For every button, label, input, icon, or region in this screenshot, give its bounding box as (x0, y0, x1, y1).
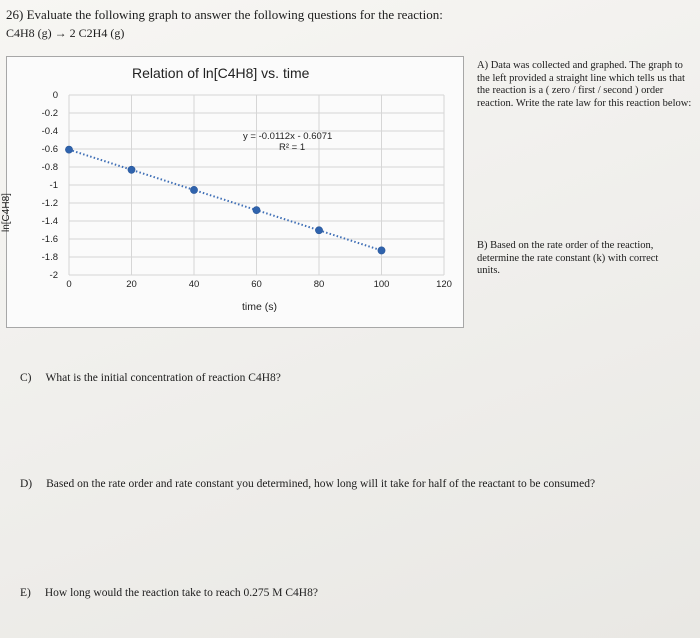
chart-data-point (253, 207, 260, 214)
question-header: 26) Evaluate the following graph to answer the following questions for the reaction: (6, 7, 443, 22)
chart-x-tick-label: 40 (188, 279, 200, 290)
product: 2 C2H4 (69, 26, 108, 40)
chart-x-tick-label: 120 (436, 279, 452, 290)
chart-title: Relation of ln[C4H8] vs. time (132, 65, 310, 81)
chart-x-tick-label: 80 (313, 279, 325, 290)
question-b: B) Based on the rate order of the reaction, determine the rate constant (k) with correct units. (477, 240, 659, 277)
chart-data-point (190, 186, 197, 193)
chart-data-point (128, 166, 135, 173)
chart-x-tick-label: 100 (373, 279, 390, 290)
chart-y-tick-label: -2 (49, 270, 58, 281)
chart-x-tick-label: 20 (126, 279, 137, 290)
chart-container (1, 56, 464, 328)
question-d-letter: D) (20, 478, 33, 490)
question-c (20, 372, 281, 384)
reactant: C4H8 (6, 26, 35, 40)
product-state: (g) (110, 26, 125, 40)
chart-y-tick-label: -1.8 (41, 252, 58, 263)
reaction-equation (6, 26, 124, 41)
chart-data-point (315, 227, 322, 234)
chart-y-tick-label: -1.2 (41, 198, 58, 209)
chart-y-tick-label: -1.4 (41, 216, 58, 227)
question-d-text: Based on the rate order and rate constant you determined, how long will it take for half of the reactant to be consumed? (46, 478, 596, 490)
question-e (20, 587, 318, 599)
trendline-r-squared: R² = 1 (279, 142, 306, 153)
reaction-arrow: → (54, 26, 67, 40)
chart-y-tick-label: -0.6 (41, 144, 58, 155)
chart-trendline (69, 150, 382, 251)
chart-data-point (65, 146, 72, 153)
chart-x-tick-label: 0 (66, 279, 72, 290)
question-e-text: How long would the reaction take to reach 0.275 M C4H8? (44, 587, 318, 599)
chart-data-point (378, 247, 385, 254)
trendline-equation: y = -0.0112x - 0.6071 (243, 131, 333, 142)
chart-x-axis-label: time (s) (242, 301, 277, 313)
chart-y-tick-label: 0 (52, 90, 58, 101)
chart-y-axis-label: ln[C4H8] (1, 193, 12, 232)
chart-svg (7, 57, 465, 329)
chart-y-tick-label: -0.2 (41, 108, 58, 119)
chart-y-tick-label: -0.8 (41, 162, 58, 173)
chart-y-tick-label: -0.4 (41, 126, 58, 137)
question-c-text: What is the initial concentration of reaction C4H8? (45, 372, 281, 384)
reactant-state: (g) (37, 26, 52, 40)
question-d (20, 478, 595, 490)
question-a: A) Data was collected and graphed. The graph to the left provided a straight line which tells us that the reaction is a ( zero / first / second ) order reaction. Write the rate law for this reaction below: (477, 60, 692, 109)
chart-y-tick-label: -1 (49, 180, 58, 191)
question-c-letter: C) (20, 372, 32, 384)
chart-y-tick-label: -1.6 (41, 234, 58, 245)
chart-x-tick-label: 60 (251, 279, 262, 290)
question-e-letter: E) (20, 587, 31, 599)
